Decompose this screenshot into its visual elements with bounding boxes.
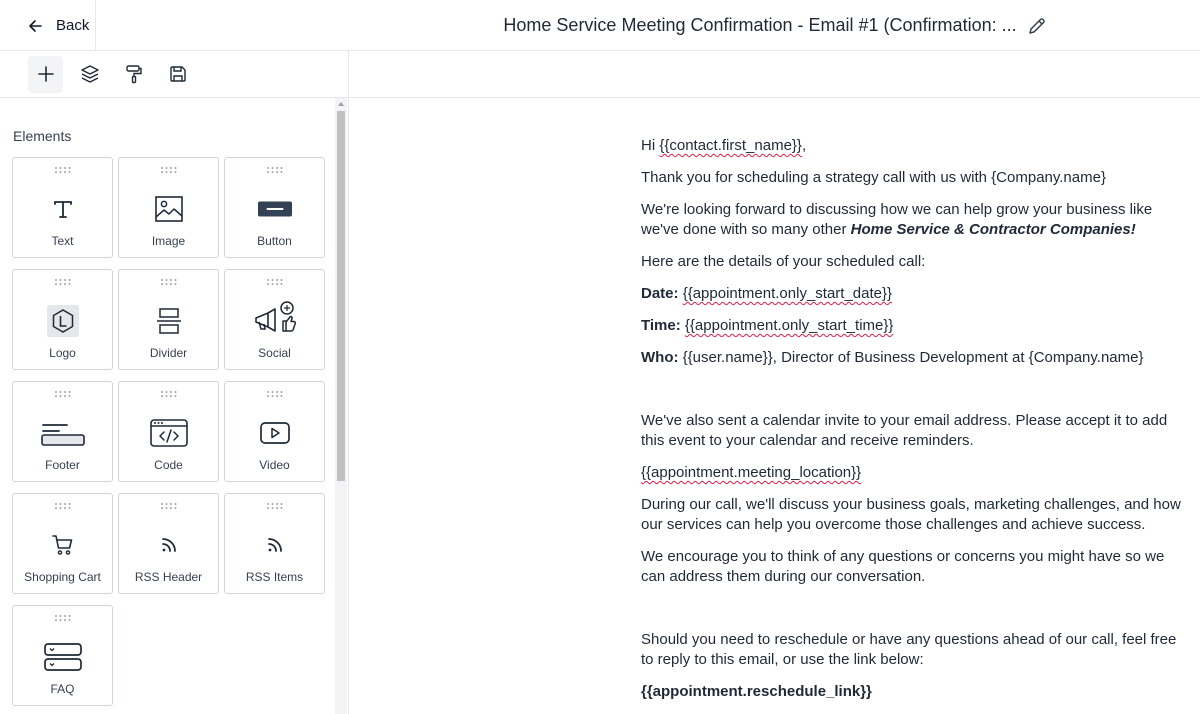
element-label: Text: [51, 234, 74, 248]
element-label: Shopping Cart: [24, 570, 101, 584]
location-line: {{appointment.meeting_location}}: [641, 464, 862, 481]
element-tile-rss-items[interactable]: [224, 493, 325, 594]
element-tile-logo[interactable]: [12, 269, 113, 370]
drag-handle-icon: [266, 390, 284, 398]
email-body[interactable]: [641, 136, 1186, 714]
invite-paragraph: We've also sent a calendar invite to your email address. Please accept it to add this event to your calendar and receive reminders.: [641, 412, 1168, 449]
reschedule-link[interactable]: {{appointment.reschedule_link}}: [641, 683, 872, 700]
element-label: Image: [151, 234, 186, 248]
element-tile-social[interactable]: [224, 269, 325, 370]
element-label: Video: [259, 458, 290, 472]
reschedule-paragraph: Should you need to reschedule or have any questions ahead of our call, feel free to reply to this email, or use the link below:: [641, 631, 1177, 668]
code-icon: [150, 419, 188, 447]
cart-icon: [51, 533, 75, 557]
drag-handle-icon: [160, 502, 178, 510]
faq-icon: [44, 643, 82, 671]
drag-handle-icon: [160, 278, 178, 286]
drag-handle-icon: [266, 278, 284, 286]
drag-handle-icon: [54, 278, 72, 286]
emphasis-text: Home Service & Contractor Companies!: [850, 221, 1136, 238]
arrow-left-icon: [28, 19, 42, 33]
time-line: Time: {{appointment.only_start_time}}: [641, 317, 894, 334]
forward-paragraph: We're looking forward to discussing how we can help grow your business like we've done with so many other Home Service & Contractor Companies!: [641, 201, 1153, 238]
image-icon: [155, 196, 183, 222]
toolbar-spacer: [349, 51, 1200, 98]
drag-handle-icon: [54, 390, 72, 398]
social-icon: [253, 300, 297, 336]
layers-button[interactable]: [72, 56, 107, 93]
element-label: FAQ: [50, 682, 75, 696]
greeting: Hi {{contact.first_name}},: [641, 137, 807, 154]
email-canvas[interactable]: [349, 98, 1200, 714]
paint-roller-icon: [124, 64, 144, 84]
spacer: [641, 599, 1186, 630]
element-label: Logo: [49, 346, 76, 360]
drag-handle-icon: [160, 390, 178, 398]
drag-handle-icon: [54, 166, 72, 174]
rss-icon: [265, 535, 285, 555]
who-line: Who: {{user.name}}, Director of Business Development at {Company.name}: [641, 349, 1144, 366]
element-label: Divider: [149, 346, 188, 360]
thanks-paragraph: Thank you for scheduling a strategy call with us with {Company.name}: [641, 169, 1106, 186]
drag-handle-icon: [160, 166, 178, 174]
scroll-up-arrow-icon[interactable]: [338, 102, 344, 106]
drag-handle-icon: [54, 502, 72, 510]
button-icon: [258, 201, 292, 217]
layers-icon: [80, 64, 100, 84]
date-variable: {{appointment.only_start_date}}: [682, 285, 893, 302]
rss-icon: [159, 535, 179, 555]
element-label: RSS Header: [134, 570, 203, 584]
element-label: RSS Items: [245, 570, 304, 584]
editor-toolbar: [0, 51, 349, 98]
element-label: Footer: [45, 458, 80, 472]
details-intro: Here are the details of your scheduled call:: [641, 253, 926, 270]
drag-handle-icon: [266, 166, 284, 174]
first-name-variable: {{contact.first_name}}: [659, 137, 802, 154]
time-variable: {{appointment.only_start_time}}: [684, 317, 894, 334]
discuss-paragraph: During our call, we'll discuss your business goals, marketing challenges, and how our services can help you overcome those challenges and achieve success.: [641, 496, 1181, 533]
element-tile-faq[interactable]: [12, 605, 113, 706]
element-label: Code: [154, 458, 183, 472]
encourage-paragraph: We encourage you to think of any questions or concerns you might have so we can address them during our conversation.: [641, 548, 1165, 585]
element-label: Social: [258, 346, 291, 360]
element-tile-code[interactable]: [118, 381, 219, 482]
elements-heading: Elements: [13, 128, 72, 144]
page-title: Home Service Meeting Confirmation - Email #1 (Confirmation: ...: [503, 15, 1017, 35]
title-area: [350, 0, 1200, 51]
add-elements-button[interactable]: [28, 56, 63, 93]
elements-panel: [0, 98, 349, 714]
text-icon: [51, 197, 75, 221]
date-line: Date: {{appointment.only_start_date}}: [641, 285, 893, 302]
element-tile-rss-header[interactable]: [118, 493, 219, 594]
sidebar-scroll-thumb[interactable]: [337, 111, 345, 481]
back-label: Back: [56, 17, 90, 34]
elements-grid: [12, 157, 325, 706]
element-tile-image[interactable]: [118, 157, 219, 258]
element-tile-text[interactable]: [12, 157, 113, 258]
drag-handle-icon: [266, 502, 284, 510]
save-button[interactable]: [160, 56, 195, 93]
element-tile-shopping-cart[interactable]: [12, 493, 113, 594]
back-button[interactable]: [0, 0, 96, 51]
top-bar: [0, 0, 1200, 51]
element-tile-video[interactable]: [224, 381, 325, 482]
footer-icon: [41, 420, 85, 446]
add-icon: [36, 64, 56, 84]
divider-icon: [157, 308, 181, 334]
pencil-icon[interactable]: [1027, 16, 1047, 36]
element-label: Button: [257, 234, 292, 248]
save-icon: [168, 64, 188, 84]
spacer: [641, 380, 1186, 411]
element-tile-divider[interactable]: [118, 269, 219, 370]
video-icon: [260, 422, 290, 444]
drag-handle-icon: [54, 614, 72, 622]
logo-icon: [47, 305, 79, 337]
element-tile-footer[interactable]: [12, 381, 113, 482]
styles-button[interactable]: [116, 56, 151, 93]
element-tile-button[interactable]: [224, 157, 325, 258]
